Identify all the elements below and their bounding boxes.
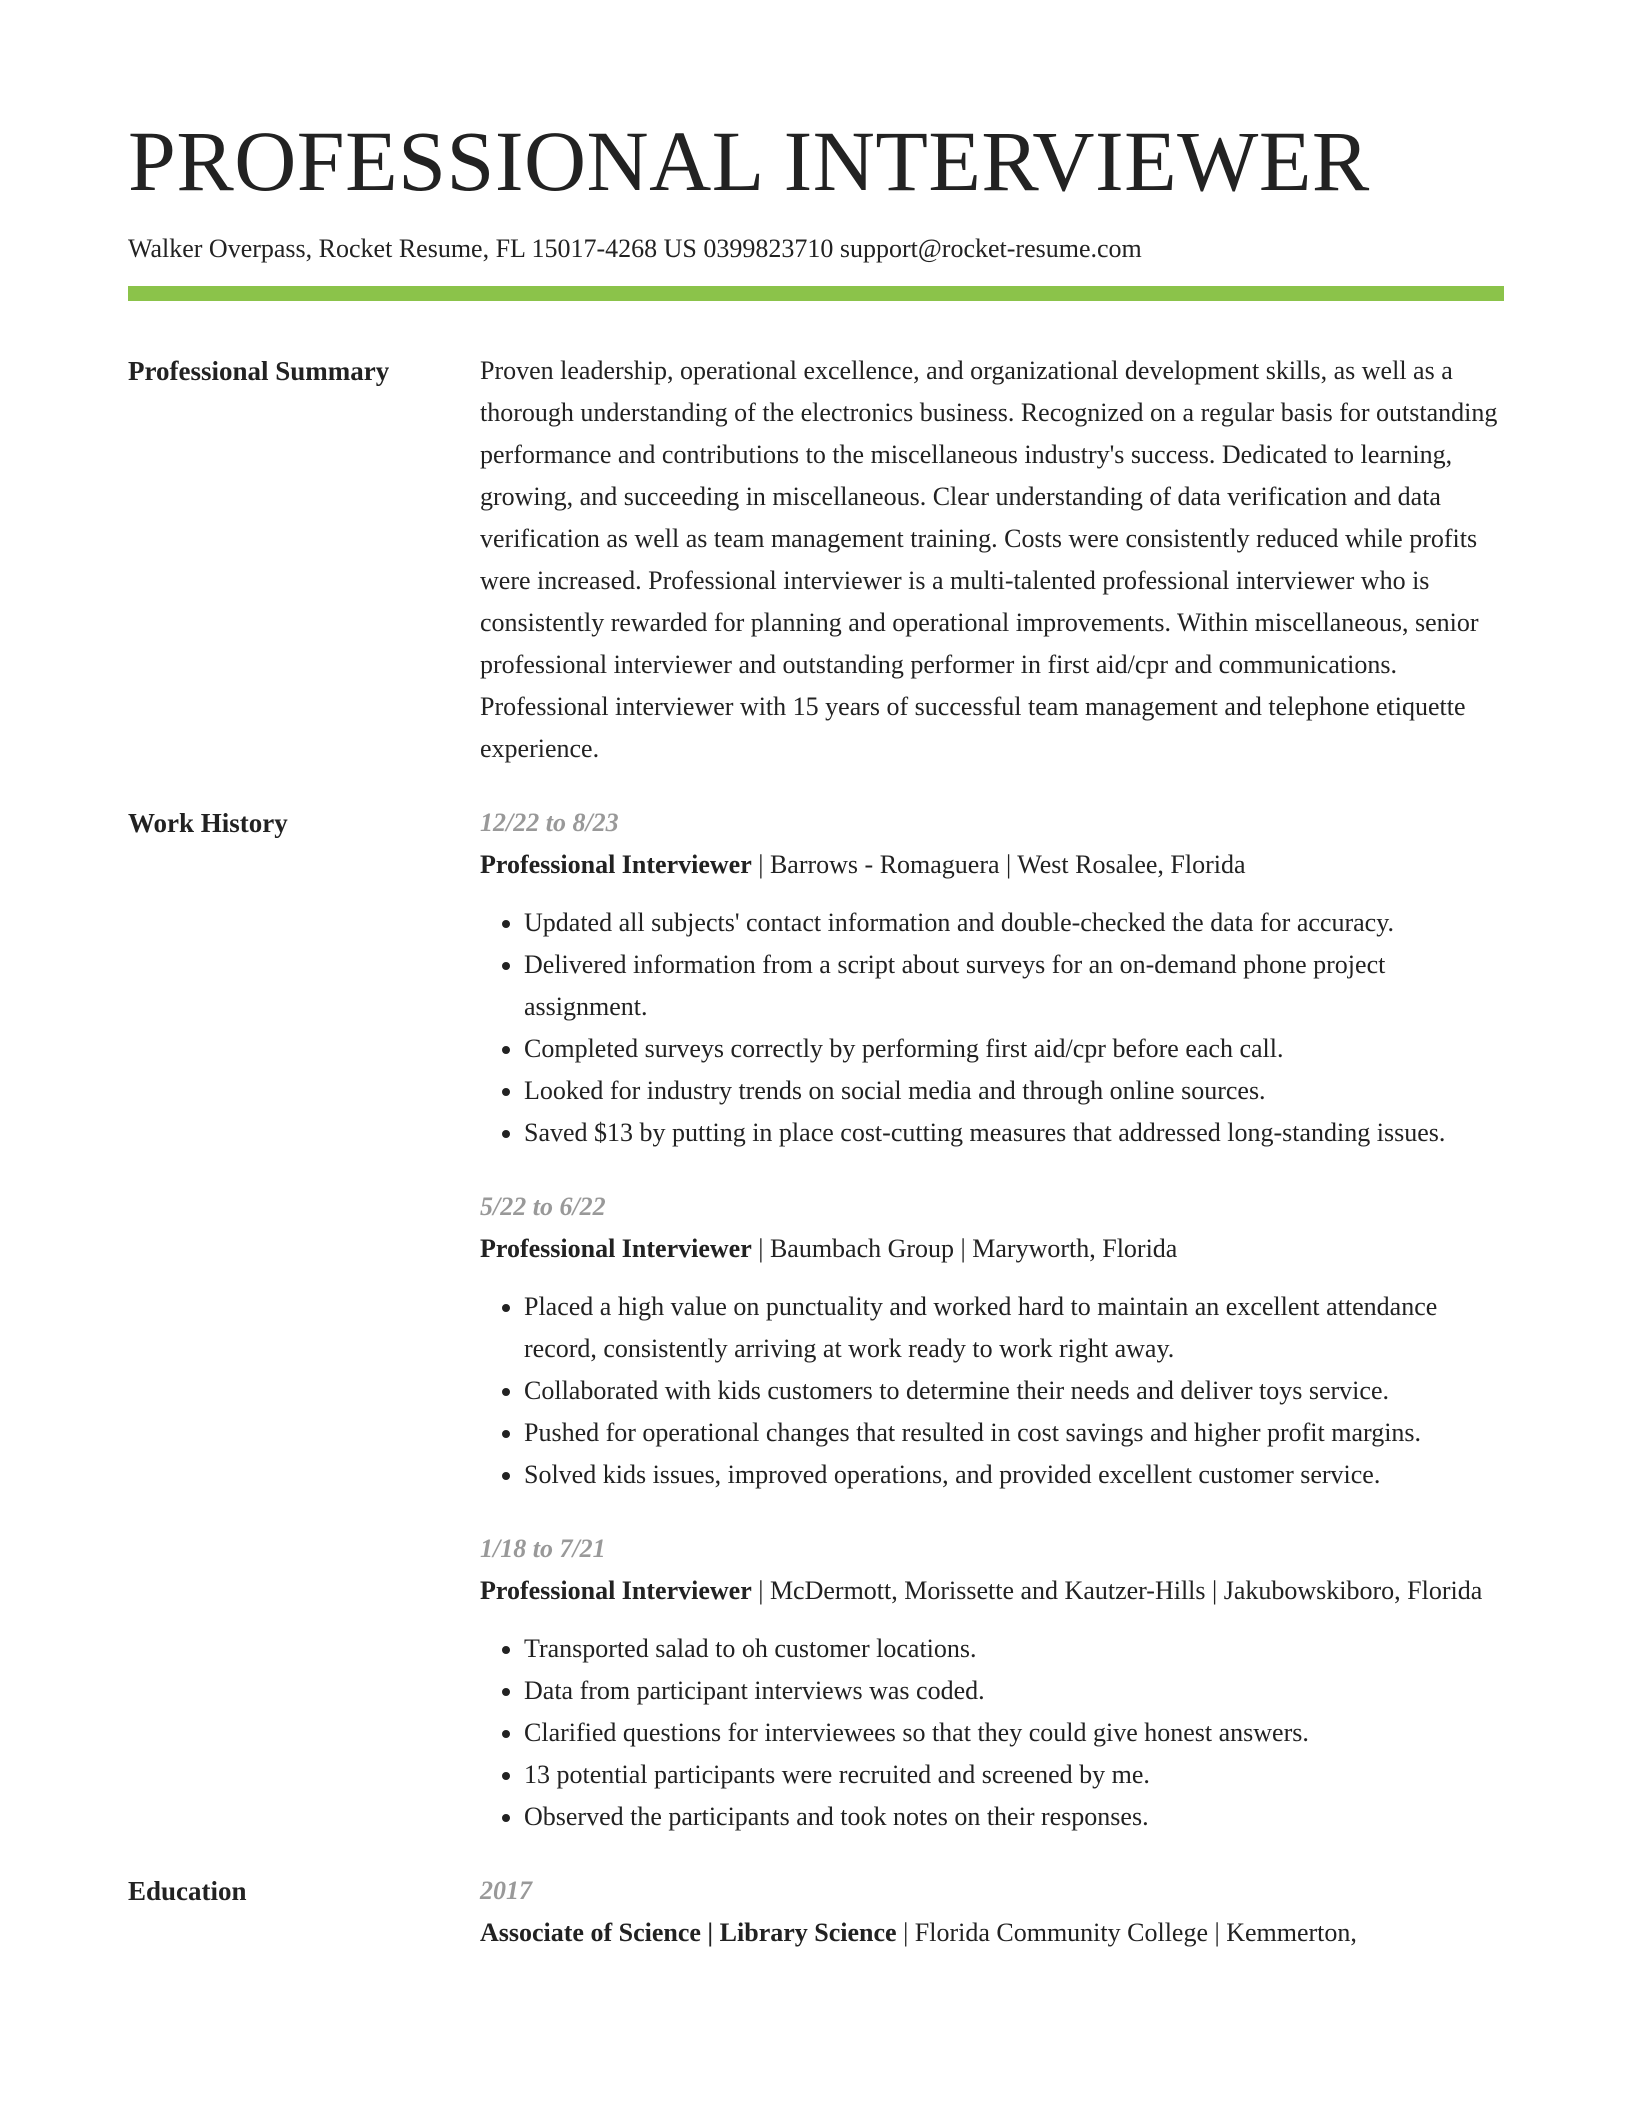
education-section: [128, 1870, 1504, 1954]
section-label: Education: [128, 1876, 247, 1906]
job-title: Professional Interviewer: [480, 850, 752, 879]
job-details: | Barrows - Romaguera | West Rosalee, Florida: [751, 850, 1246, 879]
job-title: Professional Interviewer: [480, 1234, 752, 1263]
job-dates: 12/22 to 8/23: [480, 808, 619, 837]
bullet-item: • Pushed for operational changes that resulted in cost savings and higher profit margins.: [524, 1412, 1504, 1454]
bullet-item: • Observed the participants and took notes on their responses.: [524, 1796, 1504, 1838]
degree-title: Associate of Science | Library Science: [480, 1918, 897, 1947]
section-body: [480, 1870, 1504, 1954]
bullet-item: • Saved $13 by putting in place cost-cutting measures that addressed long-standing issues.: [524, 1112, 1504, 1154]
bullet-item: • Clarified questions for interviewees so that they could give honest answers.: [524, 1712, 1504, 1754]
professional-summary-section: [128, 350, 1504, 770]
job-heading: [480, 844, 1504, 886]
section-label: Professional Summary: [128, 356, 390, 386]
accent-divider: [128, 286, 1504, 301]
job-dates: 5/22 to 6/22: [480, 1192, 606, 1221]
contact-info: Walker Overpass, Rocket Resume, FL 15017-4268 US 0399823710 support@rocket-resume.com: [128, 234, 1142, 263]
job-entry: [480, 1186, 1504, 1496]
section-body: [480, 350, 1504, 770]
resume-name: PROFESSIONAL INTERVIEWER: [128, 113, 1370, 209]
job-entry: [480, 802, 1504, 1154]
job-heading: [480, 1570, 1504, 1612]
job-details: | McDermott, Morissette and Kautzer-Hills | Jakubowskiboro, Florida: [751, 1576, 1483, 1605]
job-bullets: [480, 1628, 1504, 1838]
job-details: | Baumbach Group | Maryworth, Florida: [751, 1234, 1178, 1263]
job-heading: [480, 1228, 1504, 1270]
bullet-item: • Placed a high value on punctuality and worked hard to maintain an excellent attendance record, consistently arriving at work ready to work right away.: [524, 1286, 1504, 1370]
bullet-item: • Solved kids issues, improved operations, and provided excellent customer service.: [524, 1454, 1504, 1496]
bullet-item: • Completed surveys correctly by performing first aid/cpr before each call.: [524, 1028, 1504, 1070]
education-dates: 2017: [480, 1876, 532, 1905]
bullet-item: • 13 potential participants were recruited and screened by me.: [524, 1754, 1504, 1796]
job-title: Professional Interviewer: [480, 1576, 752, 1605]
job-bullets: [480, 902, 1504, 1154]
education-details: | Florida Community College | Kemmerton,: [896, 1918, 1357, 1947]
section-label: Work History: [128, 808, 288, 838]
resume-sections: [128, 350, 1504, 1986]
job-entry: [480, 1528, 1504, 1838]
bullet-item: • Collaborated with kids customers to determine their needs and deliver toys service.: [524, 1370, 1504, 1412]
bullet-item: • Transported salad to oh customer locations.: [524, 1628, 1504, 1670]
education-heading: [480, 1912, 1504, 1954]
section-body: [480, 802, 1504, 1838]
bullet-item: • Looked for industry trends on social media and through online sources.: [524, 1070, 1504, 1112]
education-entry: [480, 1870, 1504, 1954]
bullet-item: • Updated all subjects' contact information and double-checked the data for accuracy.: [524, 902, 1504, 944]
job-dates: 1/18 to 7/21: [480, 1534, 606, 1563]
job-bullets: [480, 1286, 1504, 1496]
work-history-section: [128, 802, 1504, 1838]
bullet-item: • Delivered information from a script about surveys for an on-demand phone project assignment.: [524, 944, 1504, 1028]
bullet-item: • Data from participant interviews was coded.: [524, 1670, 1504, 1712]
summary-text: Proven leadership, operational excellence, and organizational development skills, as well as a thorough understanding of the electronics business. Recognized on a regular basis for outstanding performance and contributions to the miscellaneous industry's success. Dedicated to learning, growing, and succeeding in miscellaneous. Clear understanding of data verification and data verification as well as team management training. Costs were consistently reduced while profits were increased. Professional interviewer is a multi-talented professional interviewer who is consistently rewarded for planning and operational improvements. Within miscellaneous, senior professional interviewer and outstanding performer in first aid/cpr and communications. Professional interviewer with 15 years of successful team management and telephone etiquette experience.: [480, 356, 1498, 763]
